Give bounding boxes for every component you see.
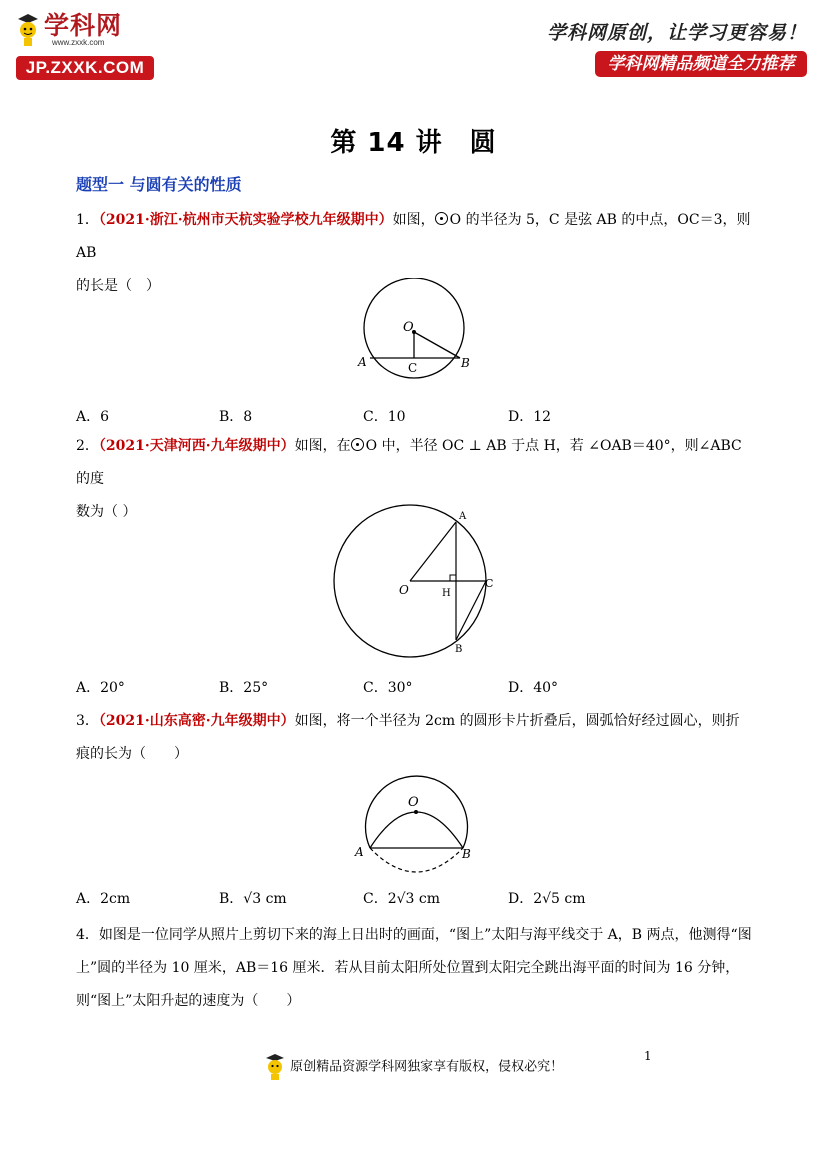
- label-o: O: [399, 583, 409, 597]
- circle-symbol-icon: [435, 212, 448, 225]
- figure-folded-circle: [350, 770, 480, 880]
- footer: [0, 1053, 827, 1081]
- question-text: 痕的长为（ ）: [76, 746, 188, 762]
- option-a[interactable]: A．20°: [76, 680, 125, 696]
- label-a: A: [355, 845, 364, 859]
- circle-symbol-icon: [351, 438, 364, 451]
- site-badge[interactable]: JP.ZXXK.COM: [16, 56, 154, 80]
- option-d[interactable]: D．2√5 cm: [508, 891, 586, 907]
- mascot-icon: [264, 1053, 286, 1081]
- question-source: （2021·山东高密·九年级期中）: [98, 713, 295, 729]
- question-number: 4．: [76, 927, 99, 943]
- slogan: 学科网原创，让学习更容易！: [546, 22, 807, 44]
- option-b[interactable]: B．√3 cm: [219, 891, 287, 907]
- page-number: 1: [644, 1049, 652, 1063]
- mascot-icon: [16, 13, 40, 47]
- question-text: O 中，半径 OC ⊥ AB 于点 H，若 ∠OAB＝40°，则∠ABC 的度: [76, 438, 742, 487]
- option-a[interactable]: A．6: [76, 409, 110, 425]
- question-text: 如图是一位同学从照片上剪切下来的海上日出时的画面，“图上”太阳与海平线交于 A，B 两点，他测得“图: [98, 927, 752, 943]
- label-c: C: [408, 361, 418, 375]
- option-d[interactable]: D．40°: [508, 680, 559, 696]
- question-3: [76, 705, 756, 771]
- question-text: 数为（ ）: [76, 504, 137, 520]
- label-h: H: [442, 588, 451, 599]
- label-b: B: [462, 847, 471, 861]
- logo-name: 学科网: [44, 11, 123, 40]
- channel-banner: 学科网精品频道全力推荐: [595, 51, 807, 77]
- question-text: 则“图上”太阳升起的速度为（ ）: [76, 993, 301, 1009]
- question-number: 3．: [76, 713, 99, 729]
- option-c[interactable]: C．10: [363, 409, 406, 425]
- question-4: [76, 919, 756, 1018]
- label-o: O: [403, 320, 414, 335]
- label-c: C: [485, 577, 494, 590]
- option-d[interactable]: D．12: [508, 409, 552, 425]
- question-number: 2．: [76, 438, 99, 454]
- question-text: O 的半径为 5，C 是弦 AB 的中点，OC＝3，则 AB: [76, 212, 751, 261]
- question-text: 上”圆的半径为 10 厘米，AB＝16 厘米．若从目前太阳所处位置到太阳完全跳出海平面的时间为 16 分钟，: [76, 960, 740, 976]
- option-c[interactable]: C．30°: [363, 680, 413, 696]
- label-a: A: [358, 355, 367, 369]
- footer-copyright: 原创精品资源学科网独家享有版权，侵权必究！: [290, 1059, 564, 1075]
- page-title: 第 14 讲 圆: [330, 128, 497, 158]
- label-b: B: [461, 356, 470, 370]
- option-b[interactable]: B．25°: [219, 680, 269, 696]
- question-text: 如图，: [392, 212, 435, 228]
- question-text: 如图，在: [294, 438, 351, 454]
- section-heading: 题型一 与圆有关的性质: [76, 175, 242, 194]
- figure-circle-chord: [350, 278, 480, 382]
- figure-circle-radius-perpendicular: [330, 502, 500, 662]
- logo-url: www.zxxk.com: [52, 38, 105, 47]
- question-number: 1．: [76, 212, 99, 228]
- question-text: 如图，将一个半径为 2cm 的圆形卡片折叠后，圆弧恰好经过圆心，则折: [294, 713, 740, 729]
- question-source: （2021·天津河西·九年级期中）: [98, 438, 295, 454]
- label-a: A: [459, 511, 467, 522]
- question-text: 的长是（ ）: [76, 278, 160, 294]
- option-b[interactable]: B．8: [219, 409, 253, 425]
- option-a[interactable]: A．2cm: [76, 891, 131, 907]
- label-o: O: [408, 795, 419, 810]
- option-c[interactable]: C．2√3 cm: [363, 891, 441, 907]
- label-b: B: [455, 644, 463, 655]
- question-source: （2021·浙江·杭州市天杭实验学校九年级期中）: [98, 212, 393, 228]
